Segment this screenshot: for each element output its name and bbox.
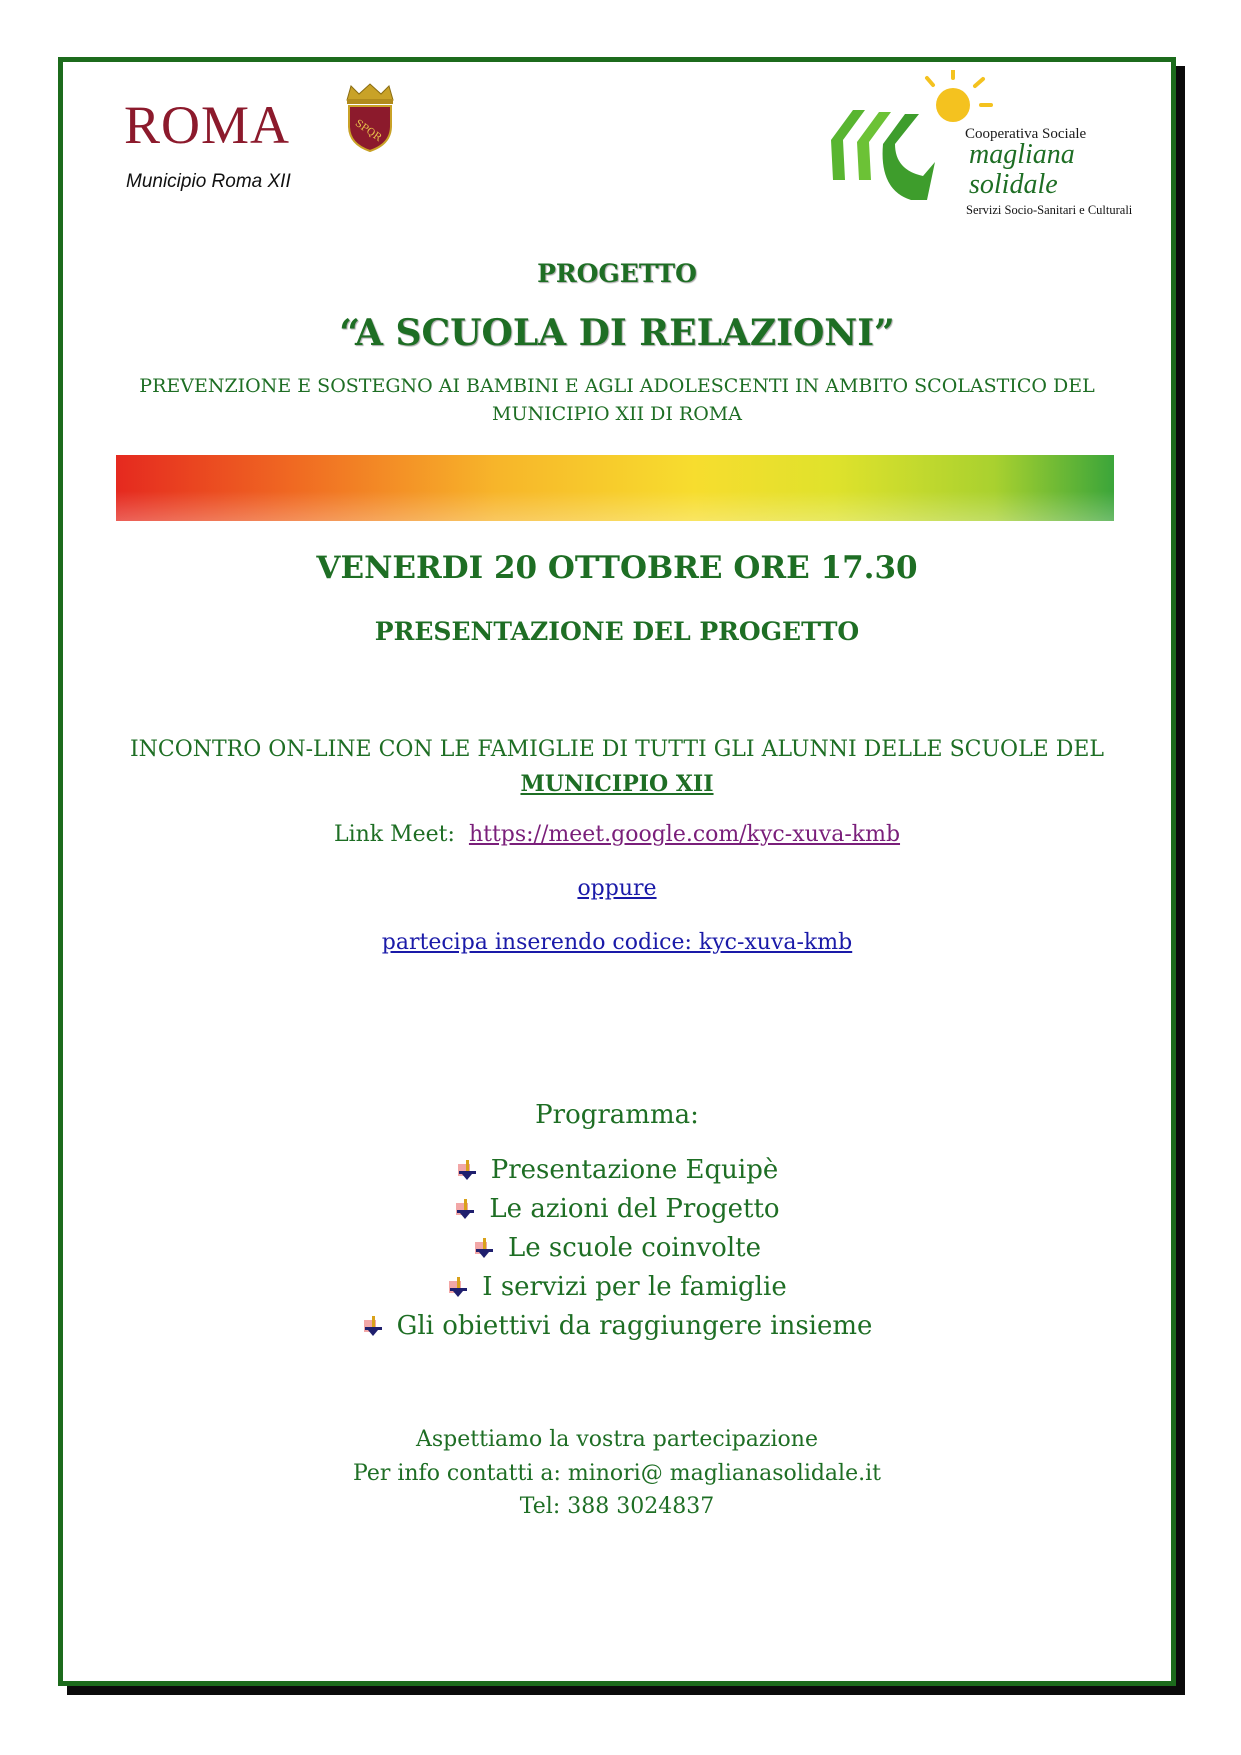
arrow-bullet-icon [454,1199,476,1219]
gradient-banner [116,455,1114,521]
list-item [63,1229,1171,1268]
event-date: VENERDI 20 OTTOBRE ORE 17.30 [316,550,918,586]
roma-wordmark: ROMA [124,95,291,155]
project-title: “A SCUOLA DI RELAZIONI” [339,312,895,354]
arrow-bullet-icon [447,1277,469,1297]
arrow-bullet-icon [456,1160,478,1180]
coop-tagline: Servizi Socio-Sanitari e Culturali [966,203,1133,217]
oppure-link[interactable]: oppure [577,876,657,901]
program-item-label: I servizi per le famiglie [482,1272,787,1302]
program-item-label: Presentazione Equipè [490,1155,779,1185]
footer-phone: Tel: 388 3024837 [519,1494,715,1519]
footer-email: Per info contatti a: minori@ maglianasolidale.it [353,1460,881,1486]
meeting-intro [103,733,1131,802]
coop-name-line-1: magliana [969,139,1075,170]
list-item [63,1151,1171,1190]
meet-link-label: Link Meet: [333,822,455,847]
meeting-code-link[interactable]: partecipa inserendo codice: kyc-xuva-kmb [381,930,853,955]
project-kicker: PROGETTO [537,259,697,288]
coop-name [969,140,1075,200]
meet-link[interactable]: https://meet.google.com/kyc-xuva-kmb [468,822,901,847]
coop-name-line-2: solidale [969,169,1058,200]
program-list [63,1151,1171,1346]
project-subtitle: PREVENZIONE E SOSTEGNO AI BAMBINI E AGLI ADOLESCENTI IN AMBITO SCOLASTICO DEL MUNICIPIO XII DI ROMA [139,375,1095,425]
municipio-label: Municipio Roma XII [126,171,291,192]
coop-label: Cooperativa Sociale [965,126,1087,142]
program-title: Programma: [535,1100,699,1130]
program-item-label: Le azioni del Progetto [489,1194,780,1224]
svg-text:SPQR: SPQR [352,117,384,144]
list-item [63,1307,1171,1346]
arrow-bullet-icon [362,1316,384,1336]
meeting-intro-text: INCONTRO ON-LINE CON LE FAMIGLIE DI TUTTI GLI ALUNNI DELLE SCUOLE DEL [129,737,1105,762]
meeting-municipio: MUNICIPIO XII [520,771,714,797]
footer-invite: Aspettiamo la vostra partecipazione [416,1427,818,1452]
contact-footer [63,1423,1171,1524]
list-item [63,1190,1171,1229]
poster-frame [58,57,1176,1686]
meet-link-row [63,822,1171,847]
program-item-label: Gli obiettivi da raggiungere insieme [396,1311,873,1341]
event-presentation: PRESENTAZIONE DEL PROGETTO [374,617,860,646]
arrow-bullet-icon [473,1238,495,1258]
spqr-crest-icon [341,82,399,152]
list-item [63,1268,1171,1307]
program-item-label: Le scuole coinvolte [508,1233,761,1263]
